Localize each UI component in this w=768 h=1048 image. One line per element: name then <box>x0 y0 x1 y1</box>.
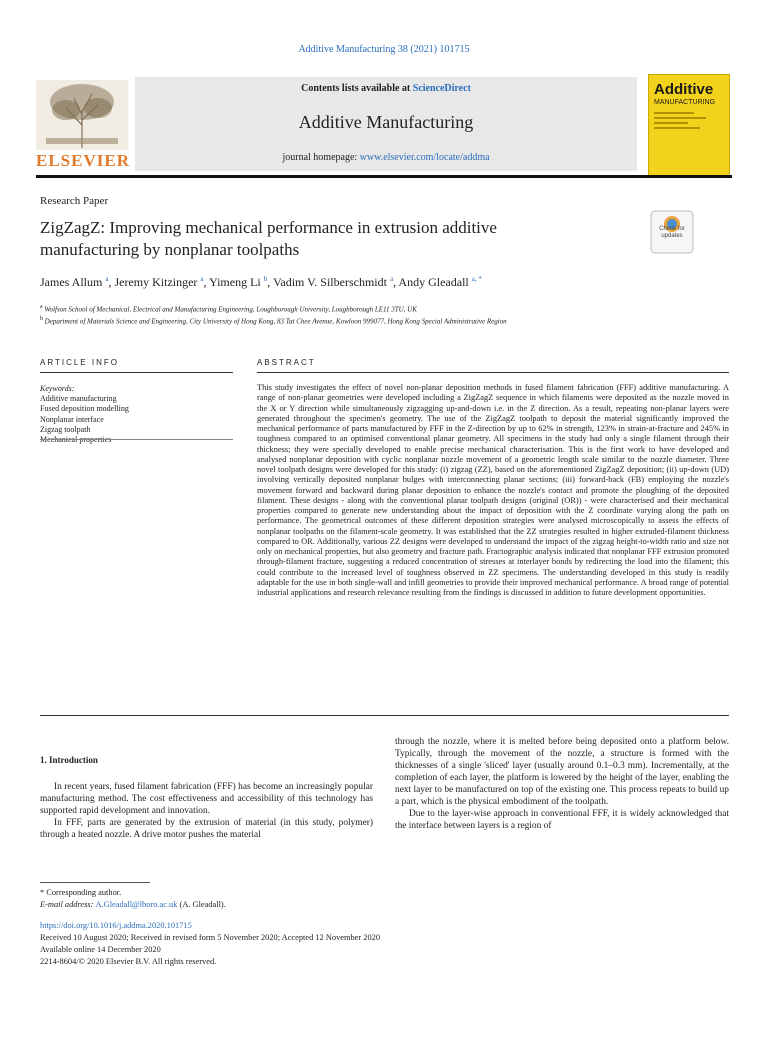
author[interactable]: Yimeng Li $^b$ <box>209 275 268 289</box>
email-suffix: (A. Gleadall). <box>177 900 226 909</box>
left-column <box>40 781 373 841</box>
available-online: Available online 14 December 2020 <box>40 945 161 954</box>
author[interactable]: Vadim V. Silberschmidt $^a$ <box>273 275 394 289</box>
abstract-heading: ABSTRACT <box>257 358 316 367</box>
corresponding-author-note: * Corresponding author. <box>40 888 122 897</box>
received-dates: Received 10 August 2020; Received in revised form 5 November 2020; Accepted 12 November 2020 <box>40 933 381 942</box>
affiliation: $^a$ Wolfson School of Mechanical, Electrical and Manufacturing Engineering, Loughborough University, Loughborough LE11 3TU, UK <box>40 304 417 314</box>
contents-prefix: Contents lists available at <box>301 83 413 94</box>
affiliation: $^b$ Department of Materials Science and Engineering, City University of Hong Kong, 83 Tat Chee Avenue, Kowloon 999077, Hong Kong Special Administrative Region <box>40 316 507 326</box>
author[interactable]: Andy Gleadall $^{a, *}$ <box>398 275 482 289</box>
sciencedirect-link[interactable]: ScienceDirect <box>412 83 471 94</box>
journal-title: Additive Manufacturing <box>298 112 474 132</box>
author-list: James Allum $^a$, Jeremy Kitzinger $^a$, Yimeng Li $^b$, Vadim V. Silberschmidt $^a$, Andy Gleadall $^{a, *}$ <box>40 275 482 289</box>
homepage-link[interactable]: www.elsevier.com/locate/addma <box>359 152 490 163</box>
journal-homepage <box>135 152 637 163</box>
contents-line <box>135 83 637 94</box>
info-rule <box>40 372 233 373</box>
author[interactable]: Jeremy Kitzinger $^a$ <box>114 275 204 289</box>
doi-link[interactable]: https://doi.org/10.1016/j.addma.2020.101715 <box>40 921 192 930</box>
email-note <box>40 899 226 910</box>
copyright: 2214-8604/© 2020 Elsevier B.V. All rights reserved. <box>40 957 217 966</box>
email-link[interactable]: A.Gleadall@lboro.ac.uk <box>95 900 178 909</box>
email-label: E-mail address: <box>40 900 96 909</box>
right-column <box>395 736 729 832</box>
cover-decoration <box>654 112 722 132</box>
keyword: Nonplanar interface <box>40 414 104 424</box>
check-for-updates-text[interactable]: Check for updates <box>659 226 685 239</box>
cover-subtitle: MANUFACTURING <box>654 99 716 106</box>
keyword: Zigzag toolpath <box>40 424 91 434</box>
author[interactable]: James Allum $^a$ <box>40 275 109 289</box>
paragraph: through the nozzle, where it is melted before being deposited onto a platform below. Typically, through the movement of the nozzle, a structure is formed with the thicknesses of a single 'sliced' layer (usually around 0.1–0.3 mm). Incrementally, at the completion of each layer, the platform is lowered by the height of the layer, enabling the next layer to be manufactured on top of the existing one. This process repeats to build up a part, which is the physical embodiment of the toolpath. <box>395 737 729 807</box>
journal-reference[interactable]: Additive Manufacturing 38 (2021) 101715 <box>298 44 470 55</box>
paragraph: Due to the layer-wise approach in conventional FFF, it is widely acknowledged that the interface between layers is a region of <box>395 809 729 831</box>
article-type: Research Paper <box>40 195 109 207</box>
cover-title: Additive <box>654 81 714 98</box>
section-heading-introduction: 1. Introduction <box>40 755 98 765</box>
elsevier-wordmark: ELSEVIER <box>36 151 130 170</box>
footnote-rule <box>40 882 150 883</box>
abstract-text: This study investigates the effect of novel non-planar deposition methods in fused filament fabrication (FFF) additive manufacturing. A range of non-planar geometries were developed including a ZigZagZ sequence in which filaments were deposited as the nozzle moved in the X or Y direction while simultaneously zigzagging up-and-down i.e. in the Z direction. As a result, repeating non-planar layers were generated throughout the specimen's geometry. The use of the ZigZagZ toolpath to deposit the material significantly improved the mechanical performance of parts manufactured by FFF in the Z-direction by up to 62% in strength, 123% in strain-at-fracture and 245% in toughness compared to an optimised conventional planar geometry. All specimens in the study had only a single filament through their thickness; they were specially developed to enable precise mechanical characterisation. This is the first work to have developed and analysed nonplanar deposition with cyclic nonplanar nozzle movement of a geometric length scale similar to the nozzle diameter. Three novel toolpath designs were developed for this study: (i) zigzag (ZZ), based on the aforementioned ZigZagZ deposition; (ii) up-down (UD) involving vertically deposited nonplanar bulges with interconnecting planar sections; (iii) forward-back (FB) employing the nozzle's movement forward and backward during planar deposition to enhance the nozzle's contact and promote the ploughing of the deposited filament. These designs - along with the conventional planar toolpath designs (original (OR)) - were characterised and their mechanical properties compared to generate new understanding about the impact of deposition with the Z coordinate varying along the path on performance. The geometrical outcomes of these different deposition strategies were analysed microscopically to assess the effects of nonplanar toolpaths on the filament-scale geometry. It was established that the ZZ strategies resulted in higher extruded-filament thickness compared to OR. Additionally, various ZZ designs were developed to understand the impact of the zigzag height-to-width ratio and size not only on mechanical properties, but also geometry and fracture path. Fractographic analysis indicated that nonplanar FFF extrusion promoted through-filament fracture, suggesting a reduced concentration of stresses at interlayer bonds by redirecting the load into the filament; this could contribute to the increased level of toughness observed in ZZ specimens. The understanding developed in this study is readily adaptable for the use in both single-wall and infill geometries to provide their improved mechanical performance. A broad range of potential industrial applications and research relevance resulting from the findings is discussed in addition to future development opportunities. <box>257 383 729 597</box>
paragraph: In FFF, parts are generated by the extrusion of material (in this study, polymer) through a heated nozzle. A drive motor pushes the material <box>40 818 373 840</box>
homepage-prefix: journal homepage: <box>282 152 360 163</box>
article-title: ZigZagZ: Improving mechanical performance in extrusion additive manufacturing by nonplanar toolpaths <box>40 218 497 259</box>
keywords-label: Keywords: <box>40 384 75 393</box>
abstract-rule <box>257 372 729 373</box>
header-rule <box>36 175 732 178</box>
keyword: Fused deposition modelling <box>40 404 129 414</box>
keyword <box>40 435 129 445</box>
keyword: Additive manufacturing <box>40 394 117 404</box>
paragraph: In recent years, fused filament fabrication (FFF) has become an increasingly popular manufacturing method. The cost effectiveness and accessibility of this technology has supported rapid development and innovation. <box>40 782 373 816</box>
keywords-list <box>40 384 129 445</box>
abstract-end-rule <box>40 715 729 716</box>
keywords-rule <box>40 439 233 440</box>
article-info-heading: ARTICLE INFO <box>40 358 119 367</box>
